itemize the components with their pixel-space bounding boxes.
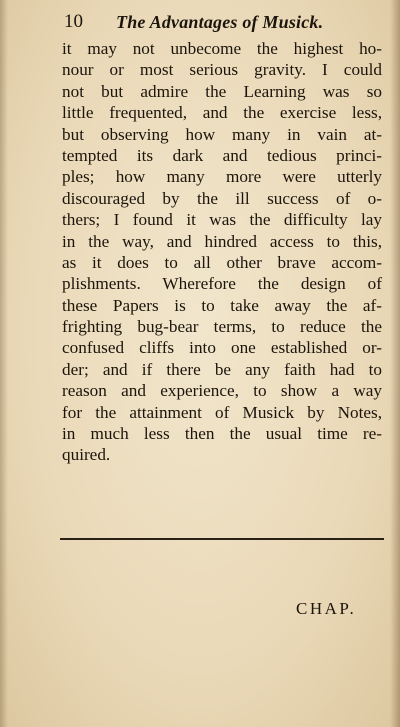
text-line: ples; how many more were utterly [62, 167, 382, 187]
text-line: for the attainment of Musick by Notes, [62, 402, 382, 422]
text-line: in much less then the usual time re- [62, 424, 382, 444]
catchword: CHAP. [296, 599, 357, 618]
text-line: der; and if there be any faith had to [62, 359, 382, 379]
text-line: plishments. Wherefore the design of [62, 274, 382, 294]
text-line: not but admire the Learning was so [62, 81, 382, 101]
text-line: confused cliffs into one established or- [62, 338, 382, 358]
text-line: tempted its dark and tedious princi- [62, 145, 382, 165]
body-text [62, 38, 382, 466]
page-header [64, 8, 384, 36]
page-number: 10 [64, 11, 83, 32]
text-line: it may not unbecome the highest ho- [62, 39, 382, 58]
text-line: nour or most serious gravity. I could [62, 60, 382, 80]
text-line: frighting bug-bear terms, to reduce the [62, 317, 382, 337]
page-gutter-shadow [0, 0, 8, 727]
text-line: thers; I found it was the difficulty lay [62, 210, 382, 230]
text-line: these Papers is to take away the af- [62, 295, 382, 315]
text-line: discouraged by the ill success of o- [62, 188, 382, 208]
text-line: but observing how many in vain at- [62, 124, 382, 144]
text-line: quired. [62, 445, 111, 465]
text-line: little frequented, and the exercise less, [62, 103, 382, 123]
page-edge-shadow [390, 0, 400, 727]
text-line: as it does to all other brave accom- [62, 252, 382, 272]
text-line: in the way, and hindred access to this, [62, 231, 382, 251]
running-title: The Advantages of Musick. [116, 12, 324, 32]
text-line: reason and experience, to show a way [62, 381, 382, 401]
section-rule [60, 538, 384, 540]
